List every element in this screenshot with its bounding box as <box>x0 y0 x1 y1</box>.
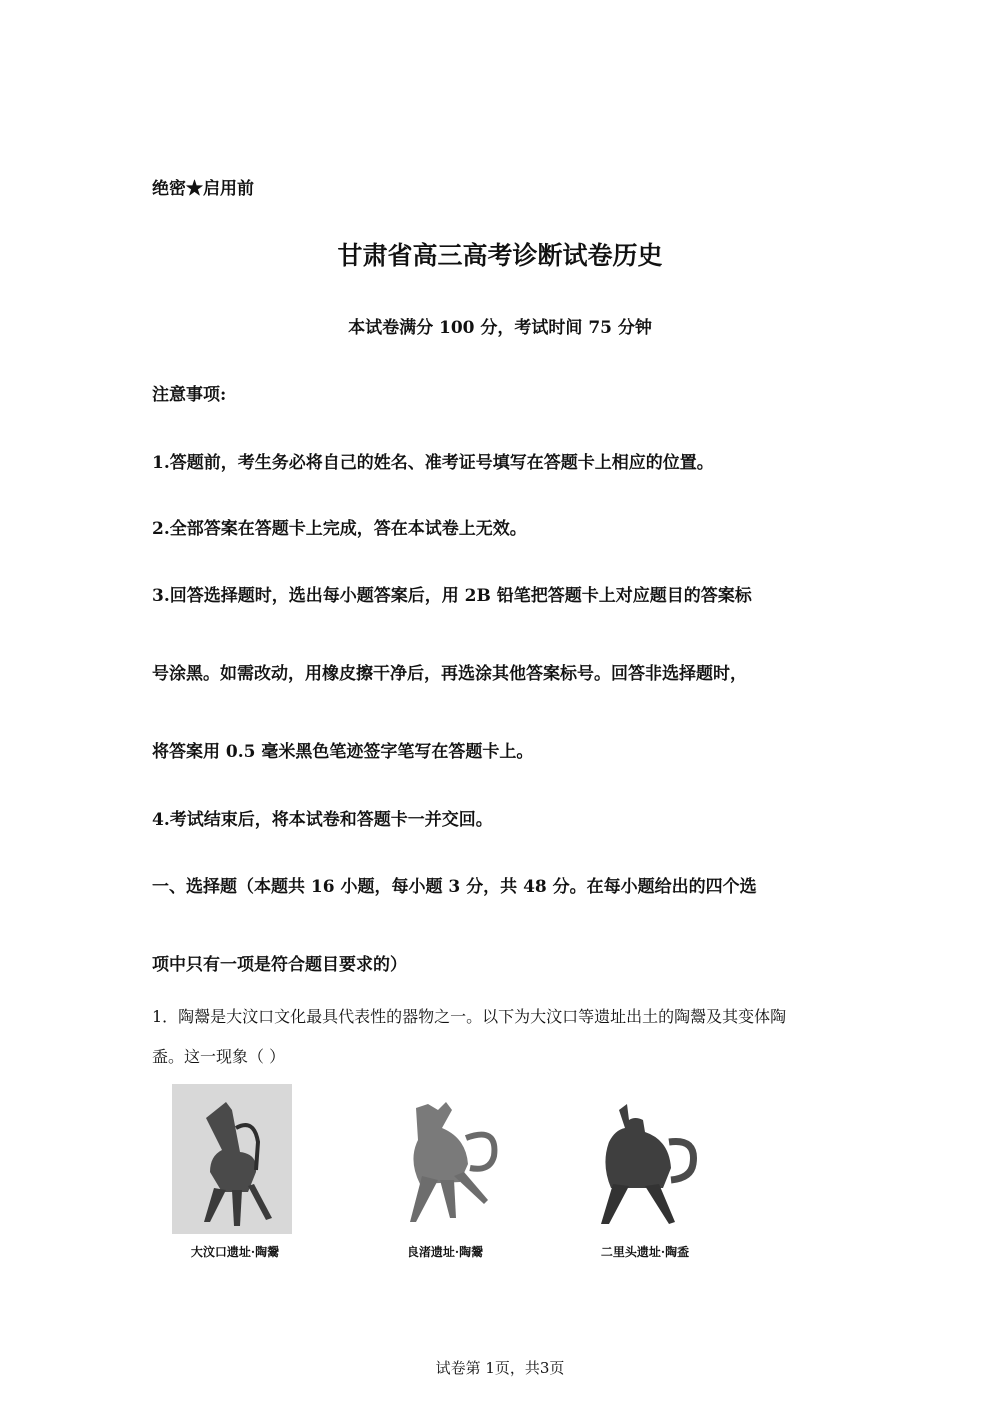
question-1-line-2: 盉。这一现象（ ） <box>152 1047 286 1066</box>
pottery-photo-liangzhu <box>380 1080 520 1240</box>
notice-line-1: 1.答题前，考生务必将自己的姓名、准考证号填写在答题卡上相应的位置。 <box>152 453 714 473</box>
pottery-photo-dawenkou <box>170 1080 295 1240</box>
notice-line-6: 4.考试结束后，将本试卷和答题卡一并交回。 <box>152 810 493 830</box>
notice-line-5: 将答案用 0.5 毫米黑色笔迹签字笔写在答题卡上。 <box>152 742 534 762</box>
notice-heading: 注意事项: <box>152 385 227 405</box>
notice-line-2: 2.全部答案在答题卡上完成，答在本试卷上无效。 <box>152 519 527 539</box>
caption-dawenkou: 大汶口遗址·陶鬶 <box>190 1245 280 1259</box>
notice-line-3: 3.回答选择题时，选出每小题答案后，用 2B 铅笔把答题卡上对应题目的答案标 <box>152 586 752 606</box>
caption-erlitou: 二里头遗址·陶盉 <box>600 1245 690 1259</box>
confidential-label: 绝密★启用前 <box>152 179 254 199</box>
section-heading-line-1: 一、选择题（本题共 16 小题，每小题 3 分，共 48 分。在每小题给出的四个选 <box>152 877 757 897</box>
question-1-line-1: 1．陶鬶是大汶口文化最具代表性的器物之一。以下为大汶口等遗址出土的陶鬶及其变体陶 <box>152 1007 787 1026</box>
exam-subtitle: 本试卷满分 100 分，考试时间 75 分钟 <box>348 318 652 338</box>
pottery-photo-erlitou <box>585 1080 710 1240</box>
notice-line-4: 号涂黑。如需改动，用橡皮擦干净后，再选涂其他答案标号。回答非选择题时， <box>152 664 747 684</box>
section-heading-line-2: 项中只有一项是符合题目要求的） <box>152 955 407 975</box>
caption-liangzhu: 良渚遗址·陶鬶 <box>406 1245 484 1259</box>
page-title: 甘肃省高三高考诊断试卷历史 <box>337 241 663 270</box>
page-footer: 试卷第 1页，共3页 <box>435 1359 565 1377</box>
